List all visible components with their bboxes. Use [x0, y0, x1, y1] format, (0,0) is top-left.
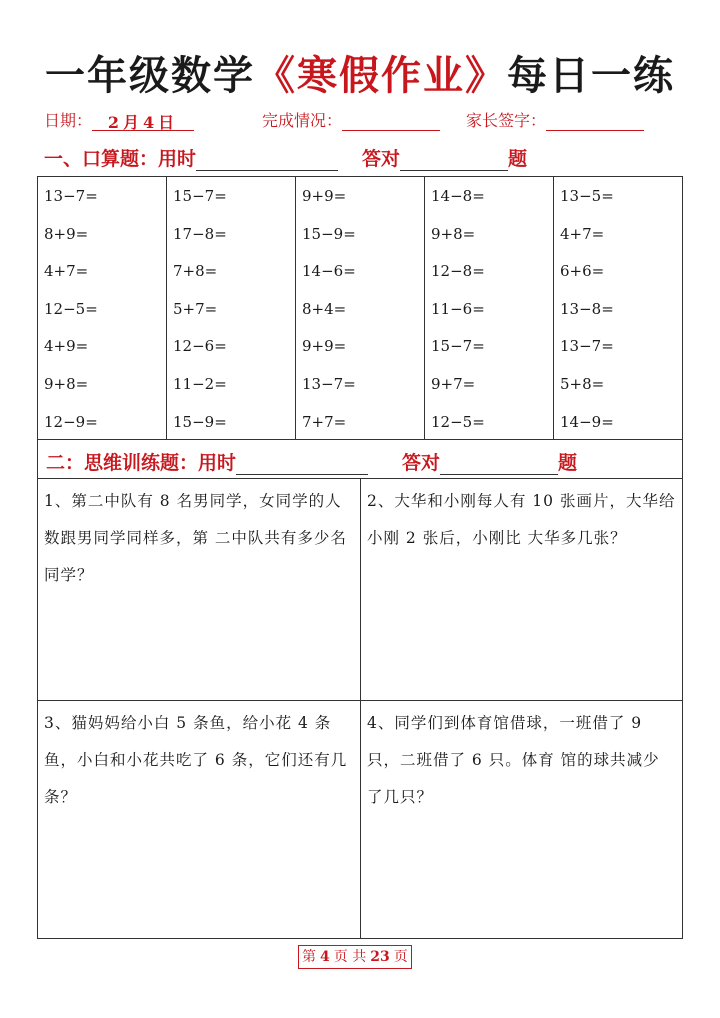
title-highlight: 《寒假作业》 — [255, 53, 507, 99]
math-problem: 13−7= — [302, 374, 356, 393]
thinking-section — [37, 440, 683, 939]
math-problem: 9+9= — [302, 337, 347, 356]
title-prefix: 一年级数学 — [45, 53, 255, 99]
math-problem: 12−5= — [44, 299, 98, 318]
page-mid: 页 共 — [333, 949, 367, 965]
mental-math-grid — [37, 176, 683, 440]
section1-unit: 题 — [508, 148, 528, 170]
parent-field — [466, 108, 644, 131]
math-problem: 11−6= — [431, 299, 485, 318]
section1-title: 一、口算题：用时 — [44, 148, 197, 170]
section2-correct-label: 答对 — [402, 452, 441, 474]
math-problem: 4+7= — [44, 262, 89, 281]
date-field — [44, 108, 194, 131]
math-problem: 9+7= — [431, 374, 476, 393]
section2-time-blank[interactable] — [236, 452, 368, 475]
status-blank[interactable] — [342, 110, 440, 131]
math-problem: 4+9= — [44, 337, 89, 356]
math-problem: 15−9= — [173, 412, 227, 431]
math-column — [38, 177, 167, 439]
math-problem: 14−6= — [302, 262, 356, 281]
status-field — [262, 108, 440, 131]
math-problem: 9+8= — [431, 224, 476, 243]
math-problem: 12−5= — [431, 412, 485, 431]
math-problem: 7+7= — [302, 412, 347, 431]
math-problem: 9+8= — [44, 374, 89, 393]
section2-correct-blank[interactable] — [440, 452, 558, 475]
section1-heading — [44, 144, 527, 171]
page-total: 23 — [370, 949, 390, 965]
page-prefix: 第 — [302, 949, 316, 965]
math-column — [296, 177, 425, 439]
math-column — [167, 177, 296, 439]
math-problem: 8+4= — [302, 299, 347, 318]
math-problem: 13−7= — [44, 187, 98, 205]
math-problem: 15−7= — [173, 187, 227, 205]
math-problem: 13−5= — [560, 187, 614, 205]
math-problem: 6+6= — [560, 262, 605, 281]
info-row — [44, 108, 684, 132]
math-problem: 13−7= — [560, 337, 614, 356]
math-column — [554, 177, 682, 439]
math-problem: 14−8= — [431, 187, 485, 205]
date-value: 2月4日 — [92, 110, 194, 131]
question-1: 1、第二中队有 8 名男同学，女同学的人数跟男同学同样多，第 二中队共有多少名同学？ — [44, 492, 347, 584]
math-problem: 15−7= — [431, 337, 485, 356]
date-label: 日期： — [44, 111, 93, 130]
page-number — [298, 945, 412, 969]
math-problem: 7+8= — [173, 262, 218, 281]
math-column — [425, 177, 554, 439]
math-problem: 13−8= — [560, 299, 614, 318]
question-2: 2、大华和小刚每人有 10 张画片，大华给小刚 2 张后，小刚比 大华多几张？ — [367, 492, 676, 547]
math-problem: 4+7= — [560, 224, 605, 243]
math-problem: 14−9= — [560, 412, 614, 431]
status-label: 完成情况： — [262, 111, 343, 130]
math-problem: 11−2= — [173, 374, 227, 393]
parent-label: 家长签字： — [466, 111, 547, 130]
math-problem: 8+9= — [44, 224, 89, 243]
section2-heading — [46, 448, 577, 475]
math-problem: 12−9= — [44, 412, 98, 431]
math-problem: 12−8= — [431, 262, 485, 281]
math-problem: 9+9= — [302, 187, 347, 205]
page-suffix: 页 — [393, 949, 408, 965]
page-current: 4 — [320, 949, 330, 965]
math-problem: 12−6= — [173, 337, 227, 356]
math-problem: 15−9= — [302, 224, 356, 243]
question-3: 3、猫妈妈给小白 5 条鱼，给小花 4 条鱼，小白和小花共吃了 6 条，它们还有几条？ — [44, 714, 348, 806]
worksheet-title — [0, 44, 720, 101]
section2-unit: 题 — [558, 452, 578, 474]
title-suffix: 每日一练 — [507, 53, 675, 99]
math-problem: 5+8= — [560, 374, 605, 393]
section2-title: 二：思维训练题：用时 — [46, 452, 237, 474]
question-4: 4、同学们到体育馆借球，一班借了 9 只，二班借了 6 只。体育 馆的球共减少了几只？ — [367, 714, 660, 806]
section1-correct-label: 答对 — [362, 148, 401, 170]
math-problem: 5+7= — [173, 299, 218, 318]
section1-correct-blank[interactable] — [400, 148, 508, 171]
parent-signature-blank[interactable] — [546, 110, 644, 131]
section1-time-blank[interactable] — [196, 148, 338, 171]
math-problem: 17−8= — [173, 224, 227, 243]
